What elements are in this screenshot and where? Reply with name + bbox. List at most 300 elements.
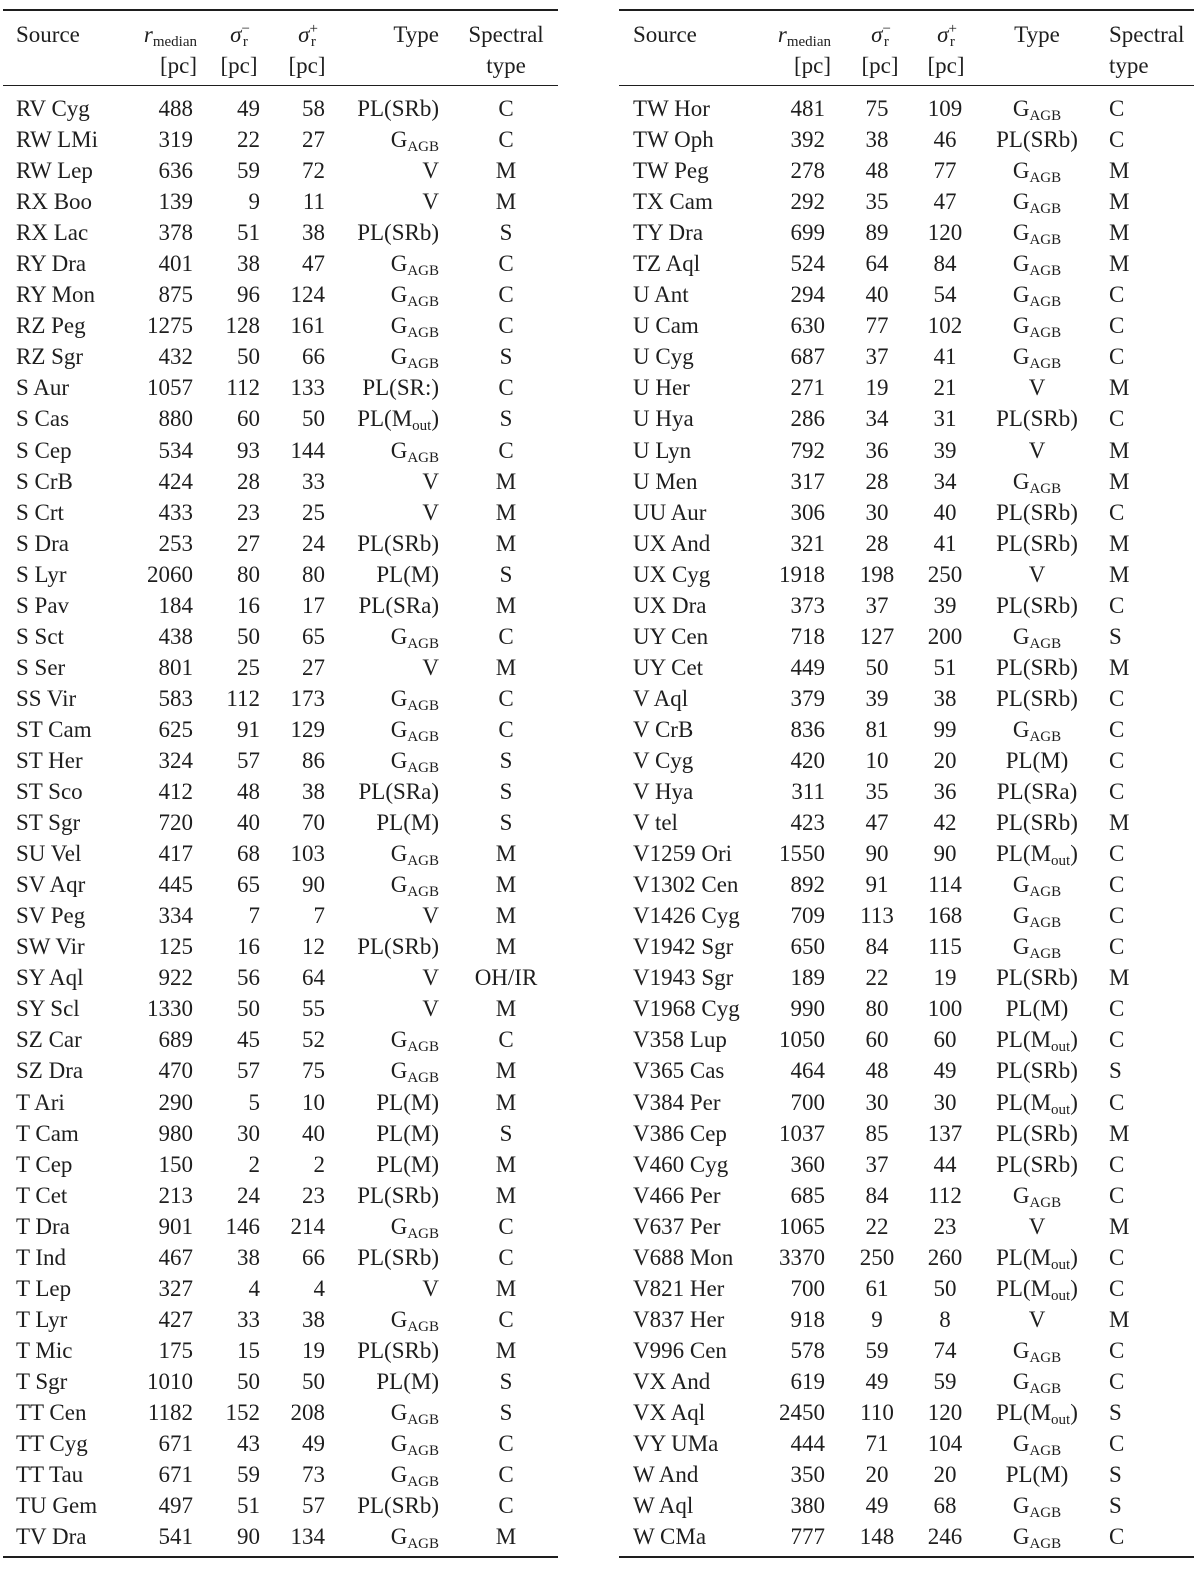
sigma-minus-cell: 47 <box>865 810 889 836</box>
type-cell: V <box>1028 561 1046 587</box>
sigma-minus-cell: 33 <box>237 1306 260 1332</box>
sigma-minus-cell: 51 <box>237 220 260 246</box>
type-cell: PL(M) <box>376 1089 439 1115</box>
sigma-plus-cell: 51 <box>933 654 957 680</box>
sigma-minus-cell: 50 <box>237 1368 260 1394</box>
table-row <box>3 186 558 217</box>
spectral-type-cell: S <box>1109 623 1122 649</box>
sigma-minus-cell: 50 <box>237 623 260 649</box>
spectral-type-cell: M <box>1109 468 1130 494</box>
type-cell: PL(SRb) <box>357 530 439 556</box>
source-cell: SS Vir <box>16 685 77 711</box>
source-cell: SY Scl <box>16 996 80 1022</box>
sigma-plus-cell: 41 <box>933 344 957 370</box>
r-median-cell: 777 <box>790 1524 825 1550</box>
type-cell: $G_{AGB}$ <box>1012 1431 1062 1460</box>
type-cell: V <box>422 189 439 215</box>
table-row <box>3 466 558 497</box>
header-sigma-minus: $\sigma^-_r$ [pc] <box>220 21 258 78</box>
spectral-type-cell: M <box>495 1524 517 1550</box>
sigma-minus-cell: 5 <box>248 1089 260 1115</box>
table-row <box>619 279 1194 310</box>
table-row <box>3 310 558 341</box>
r-median-cell: 423 <box>790 810 825 836</box>
r-median-cell: 213 <box>158 1182 193 1208</box>
sigma-plus-cell: 161 <box>290 313 325 339</box>
r-median-cell: 2060 <box>147 561 193 587</box>
table-row <box>619 962 1194 993</box>
source-cell: S Aur <box>16 375 70 401</box>
spectral-type-cell: C <box>1109 127 1125 153</box>
sigma-plus-cell: 31 <box>933 406 957 432</box>
sigma-plus-cell: 90 <box>302 872 325 898</box>
spectral-type-cell: C <box>498 437 514 463</box>
type-cell: $G_{AGB}$ <box>390 313 439 342</box>
sigma-minus-cell: 61 <box>865 1275 889 1301</box>
source-cell: T Ind <box>16 1244 67 1270</box>
sigma-plus-cell: 70 <box>302 810 325 836</box>
sigma-minus-cell: 64 <box>865 251 889 277</box>
source-cell: T Lep <box>16 1275 72 1301</box>
sigma-plus-cell: 68 <box>933 1493 957 1519</box>
source-cell: U Lyn <box>633 437 692 463</box>
r-median-cell: 1010 <box>147 1368 193 1394</box>
spectral-type-cell: M <box>495 934 517 960</box>
type-cell: $G_{AGB}$ <box>1012 251 1062 280</box>
source-cell: RV Cyg <box>16 96 90 121</box>
source-cell: SZ Car <box>16 1027 82 1053</box>
r-median-cell: 424 <box>158 468 193 494</box>
sigma-plus-cell: 80 <box>302 561 325 587</box>
type-cell: $G_{AGB}$ <box>390 1306 439 1335</box>
type-cell: $G_{AGB}$ <box>390 437 439 466</box>
r-median-cell: 1275 <box>147 313 193 339</box>
sigma-minus-cell: 56 <box>237 965 260 991</box>
r-median-cell: 497 <box>158 1493 193 1519</box>
header-source: Source <box>16 22 80 47</box>
sigma-minus-cell: 34 <box>865 406 889 432</box>
sigma-minus-cell: 40 <box>237 810 260 836</box>
spectral-type-cell: C <box>498 96 514 121</box>
type-cell: $G_{AGB}$ <box>390 841 439 870</box>
type-cell: $G_{AGB}$ <box>1012 313 1062 342</box>
sigma-minus-cell: 81 <box>865 716 889 742</box>
type-cell: $G_{AGB}$ <box>390 127 439 156</box>
sigma-minus-cell: 50 <box>237 344 260 370</box>
source-cell: T Lyr <box>16 1306 68 1332</box>
table-row <box>619 155 1194 186</box>
type-cell: $PL(M_{out})$ <box>996 1399 1078 1428</box>
sigma-minus-cell: 45 <box>237 1027 260 1053</box>
type-cell: PL(M) <box>376 1151 439 1177</box>
r-median-cell: 524 <box>790 251 825 277</box>
table-row <box>619 683 1194 714</box>
r-median-cell: 671 <box>158 1462 193 1488</box>
header-spectral-type: Spectral type <box>468 22 544 78</box>
spectral-type-cell: S <box>499 220 513 246</box>
spectral-type-cell: C <box>498 375 514 401</box>
r-median-cell: 700 <box>790 1089 825 1115</box>
source-cell: S Dra <box>16 530 70 556</box>
source-cell: S Crt <box>16 499 64 525</box>
type-cell: $G_{AGB}$ <box>390 1058 439 1087</box>
source-cell: TW Oph <box>633 127 714 153</box>
r-median-cell: 379 <box>790 685 825 711</box>
sigma-minus-cell: 24 <box>237 1182 260 1208</box>
header-r-median: $r_{median}$ [pc] <box>143 22 197 78</box>
sigma-minus-cell: 22 <box>237 127 260 153</box>
table-row <box>3 93 558 124</box>
table-row <box>3 621 558 652</box>
source-cell: U Cam <box>633 313 699 339</box>
sigma-minus-cell: 84 <box>865 1182 889 1208</box>
spectral-type-cell: C <box>498 716 514 742</box>
sigma-minus-cell: 59 <box>865 1337 889 1363</box>
type-cell: PL(SRb) <box>357 934 439 960</box>
source-cell: TU Gem <box>16 1493 98 1519</box>
r-median-cell: 317 <box>790 468 825 494</box>
source-cell: TT Cen <box>16 1399 87 1425</box>
sigma-plus-cell: 214 <box>290 1213 325 1239</box>
source-cell: TW Hor <box>633 96 710 121</box>
spectral-type-cell: M <box>495 189 517 215</box>
type-cell: PL(SRb) <box>357 220 439 246</box>
spectral-type-cell: M <box>1109 189 1130 215</box>
table-row <box>619 1490 1194 1521</box>
spectral-type-cell: S <box>1109 1058 1122 1084</box>
table-row <box>3 559 558 590</box>
sigma-minus-cell: 112 <box>226 375 260 401</box>
type-cell: $G_{AGB}$ <box>390 344 439 373</box>
table-row <box>3 497 558 528</box>
spectral-type-cell: C <box>1109 96 1125 121</box>
table-row <box>3 1490 558 1521</box>
table-row <box>619 652 1194 683</box>
table-row <box>3 372 558 403</box>
sigma-plus-cell: 57 <box>302 1493 325 1519</box>
sigma-minus-cell: 60 <box>865 1027 889 1053</box>
type-cell: $G_{AGB}$ <box>1012 903 1062 932</box>
sigma-plus-cell: 58 <box>302 96 325 121</box>
spectral-type-cell: C <box>498 127 514 153</box>
table-row <box>619 1024 1194 1055</box>
left-bottom-rule <box>3 1556 558 1558</box>
r-median-cell: 420 <box>790 747 825 773</box>
sigma-minus-cell: 198 <box>859 561 895 587</box>
table-row <box>3 435 558 466</box>
sigma-minus-cell: 71 <box>865 1431 889 1457</box>
table-row <box>3 1397 558 1428</box>
table-row <box>3 962 558 993</box>
sigma-minus-cell: 49 <box>865 1493 889 1519</box>
spectral-type-cell: M <box>495 158 517 184</box>
spectral-type-cell: M <box>495 903 517 929</box>
spectral-type-cell: C <box>1109 1027 1125 1053</box>
sigma-minus-cell: 35 <box>865 779 889 805</box>
r-median-cell: 1050 <box>779 1027 825 1053</box>
table-row <box>3 1366 558 1397</box>
sigma-minus-cell: 80 <box>865 996 889 1022</box>
type-cell: V <box>1028 437 1046 463</box>
type-cell: $G_{AGB}$ <box>390 282 439 311</box>
table-row <box>619 1087 1194 1118</box>
sigma-minus-cell: 20 <box>865 1462 889 1488</box>
sigma-plus-cell: 50 <box>302 406 325 432</box>
sigma-plus-cell: 120 <box>927 220 963 246</box>
type-cell: PL(SRb) <box>996 1120 1078 1146</box>
sigma-minus-cell: 128 <box>225 313 260 339</box>
sigma-minus-cell: 15 <box>237 1337 260 1363</box>
sigma-plus-cell: 23 <box>302 1182 325 1208</box>
sigma-plus-cell: 4 <box>313 1275 325 1301</box>
r-median-cell: 292 <box>790 189 825 215</box>
sigma-plus-cell: 65 <box>302 623 325 649</box>
spectral-type-cell: C <box>498 1431 514 1457</box>
sigma-minus-cell: 91 <box>237 716 260 742</box>
r-median-cell: 3370 <box>779 1244 825 1270</box>
sigma-minus-cell: 50 <box>865 654 889 680</box>
table-row <box>619 497 1194 528</box>
table-row <box>619 1459 1194 1490</box>
type-cell: $G_{AGB}$ <box>390 1431 439 1460</box>
source-cell: V358 Lup <box>633 1027 727 1053</box>
type-cell: PL(SRb) <box>357 1182 439 1208</box>
type-cell: $G_{AGB}$ <box>1012 716 1062 745</box>
r-median-cell: 464 <box>790 1058 825 1084</box>
sigma-plus-cell: 27 <box>302 654 325 680</box>
spectral-type-cell: C <box>1109 1151 1125 1177</box>
type-cell: $G_{AGB}$ <box>390 623 439 652</box>
spectral-type-cell: S <box>499 1368 513 1394</box>
source-cell: U Her <box>633 375 690 401</box>
sigma-plus-cell: 17 <box>302 592 325 618</box>
spectral-type-cell: C <box>498 1306 514 1332</box>
source-cell: W And <box>633 1462 699 1488</box>
type-cell: $G_{AGB}$ <box>1012 158 1062 187</box>
type-cell: PL(M) <box>376 1120 439 1146</box>
spectral-type-cell: C <box>498 1244 514 1270</box>
spectral-type-cell: C <box>498 313 514 339</box>
sigma-plus-cell: 86 <box>302 747 325 773</box>
r-median-cell: 481 <box>790 96 825 121</box>
source-cell: S Cas <box>16 406 70 432</box>
sigma-plus-cell: 73 <box>302 1462 325 1488</box>
type-cell: $G_{AGB}$ <box>1012 872 1062 901</box>
r-median-cell: 650 <box>790 934 825 960</box>
r-median-cell: 319 <box>158 127 193 153</box>
sigma-minus-cell: 59 <box>237 158 260 184</box>
spectral-type-cell: C <box>1109 872 1125 898</box>
table-row <box>619 1335 1194 1366</box>
sigma-minus-cell: 30 <box>237 1120 260 1146</box>
r-median-cell: 470 <box>158 1058 193 1084</box>
table-header <box>3 11 558 85</box>
type-cell: $PL(M_{out})$ <box>996 1275 1078 1304</box>
header-spectral-type: Spectral type <box>1109 22 1185 78</box>
table-row <box>3 1304 558 1335</box>
table-row <box>619 1180 1194 1211</box>
table-row <box>619 466 1194 497</box>
type-cell: PL(M) <box>1005 1462 1069 1488</box>
type-cell: $PL(M_{out})$ <box>996 841 1078 870</box>
source-cell: V1259 Ori <box>633 841 733 867</box>
spectral-type-cell: M <box>1109 530 1130 556</box>
sigma-minus-cell: 250 <box>859 1244 895 1270</box>
r-median-cell: 875 <box>158 282 193 308</box>
r-median-cell: 1037 <box>779 1120 825 1146</box>
sigma-minus-cell: 127 <box>859 623 895 649</box>
sigma-plus-cell: 200 <box>927 623 963 649</box>
r-median-cell: 892 <box>790 872 825 898</box>
source-cell: TT Cyg <box>16 1431 88 1457</box>
source-cell: SY Aql <box>16 965 84 991</box>
spectral-type-cell: S <box>499 561 513 587</box>
table-row <box>3 838 558 869</box>
sigma-plus-cell: 19 <box>302 1337 325 1363</box>
sigma-minus-cell: 28 <box>865 530 889 556</box>
r-median-cell: 578 <box>790 1337 825 1363</box>
table-row <box>619 186 1194 217</box>
sigma-plus-cell: 84 <box>933 251 957 277</box>
source-cell: V637 Per <box>633 1213 721 1239</box>
r-median-cell: 534 <box>158 437 193 463</box>
table-row <box>619 403 1194 434</box>
type-cell: $G_{AGB}$ <box>1012 1182 1062 1211</box>
source-cell: V1942 Sgr <box>633 934 734 960</box>
r-median-cell: 720 <box>158 810 193 836</box>
r-median-cell: 836 <box>790 716 825 742</box>
header-type: Type <box>393 22 439 47</box>
sigma-minus-cell: 112 <box>226 685 260 711</box>
spectral-type-cell: S <box>499 779 513 805</box>
spectral-type-cell: M <box>495 499 517 525</box>
sigma-plus-cell: 30 <box>933 1089 957 1115</box>
spectral-type-cell: C <box>1109 499 1125 525</box>
spectral-type-cell: M <box>1109 654 1130 680</box>
sigma-minus-cell: 84 <box>865 934 889 960</box>
sigma-plus-cell: 114 <box>928 872 962 898</box>
type-cell: PL(M) <box>1005 996 1069 1022</box>
source-cell: V365 Cas <box>633 1058 725 1084</box>
r-median-cell: 718 <box>790 623 825 649</box>
source-cell: SZ Dra <box>16 1058 84 1084</box>
source-cell: V Aql <box>633 685 689 711</box>
source-cell: VY UMa <box>633 1431 719 1457</box>
source-cell: S Lyr <box>16 561 67 587</box>
table-row <box>619 993 1194 1024</box>
source-cell: ST Her <box>16 747 83 773</box>
sigma-minus-cell: 48 <box>865 158 889 184</box>
sigma-minus-cell: 37 <box>865 344 889 370</box>
table-row <box>619 372 1194 403</box>
type-cell: PL(SRb) <box>996 965 1078 991</box>
type-cell: $PL(M_{out})$ <box>996 1089 1078 1118</box>
sigma-plus-cell: 137 <box>927 1120 963 1146</box>
type-cell: $G_{AGB}$ <box>1012 1524 1062 1553</box>
sigma-plus-cell: 8 <box>939 1306 951 1332</box>
table-row <box>3 1180 558 1211</box>
r-median-cell: 636 <box>158 158 193 184</box>
type-cell: PL(SRa) <box>358 779 439 805</box>
table-row <box>619 559 1194 590</box>
source-cell: V1943 Sgr <box>633 965 734 991</box>
sigma-plus-cell: 102 <box>927 313 963 339</box>
r-median-cell: 689 <box>158 1027 193 1053</box>
source-cell: UX Cyg <box>633 561 711 587</box>
source-cell: S Ser <box>16 654 66 680</box>
spectral-type-cell: C <box>1109 747 1125 773</box>
type-cell: PL(SRb) <box>996 1151 1078 1177</box>
table-row <box>619 1304 1194 1335</box>
r-median-cell: 709 <box>790 903 825 929</box>
r-median-cell: 619 <box>790 1368 825 1394</box>
r-median-cell: 541 <box>158 1524 193 1550</box>
type-cell: PL(SRb) <box>996 685 1078 711</box>
table-row <box>3 1335 558 1366</box>
r-median-cell: 392 <box>790 127 825 153</box>
sigma-minus-cell: 9 <box>871 1306 883 1332</box>
source-cell: RX Boo <box>16 189 93 215</box>
table-row <box>3 590 558 621</box>
r-median-cell: 980 <box>158 1120 193 1146</box>
r-median-cell: 324 <box>158 747 193 773</box>
sigma-plus-cell: 60 <box>933 1027 957 1053</box>
sigma-minus-cell: 40 <box>865 282 889 308</box>
sigma-plus-cell: 55 <box>302 996 325 1022</box>
source-cell: T Ari <box>16 1089 65 1115</box>
type-cell: $G_{AGB}$ <box>1012 96 1062 124</box>
table-row <box>3 714 558 745</box>
spectral-type-cell: C <box>1109 996 1125 1022</box>
r-median-cell: 880 <box>158 406 193 432</box>
source-cell: T Cam <box>16 1120 79 1146</box>
source-cell: V821 Her <box>633 1275 725 1301</box>
table-row <box>619 1366 1194 1397</box>
r-median-cell: 290 <box>158 1089 193 1115</box>
table-row <box>619 124 1194 155</box>
r-median-cell: 150 <box>158 1151 193 1177</box>
sigma-plus-cell: 39 <box>933 437 957 463</box>
source-cell: ST Cam <box>16 716 92 742</box>
type-cell: $G_{AGB}$ <box>1012 934 1062 963</box>
spectral-type-cell: C <box>1109 934 1125 960</box>
sigma-plus-cell: 208 <box>290 1399 325 1425</box>
table-row <box>3 1273 558 1304</box>
table-row <box>619 1118 1194 1149</box>
spectral-type-cell: M <box>1109 220 1130 246</box>
source-cell: TY Dra <box>633 220 704 246</box>
source-cell: V386 Cep <box>633 1120 727 1146</box>
source-cell: SV Aqr <box>16 872 86 898</box>
sigma-plus-cell: 33 <box>302 468 325 494</box>
spectral-type-cell: M <box>495 1151 517 1177</box>
sigma-plus-cell: 109 <box>927 96 963 121</box>
type-cell: $G_{AGB}$ <box>390 685 439 714</box>
spectral-type-cell: M <box>1109 561 1130 587</box>
r-median-cell: 792 <box>790 437 825 463</box>
r-median-cell: 373 <box>790 592 825 618</box>
spectral-type-cell: M <box>495 1089 517 1115</box>
table-row <box>3 403 558 434</box>
source-cell: SV Peg <box>16 903 86 929</box>
table-row <box>3 124 558 155</box>
type-cell: V <box>422 1275 439 1301</box>
sigma-minus-cell: 27 <box>237 530 260 556</box>
source-cell: TV Dra <box>16 1524 87 1550</box>
r-median-cell: 327 <box>158 1275 193 1301</box>
source-cell: T Mic <box>16 1337 73 1363</box>
source-cell: SU Vel <box>16 841 82 867</box>
